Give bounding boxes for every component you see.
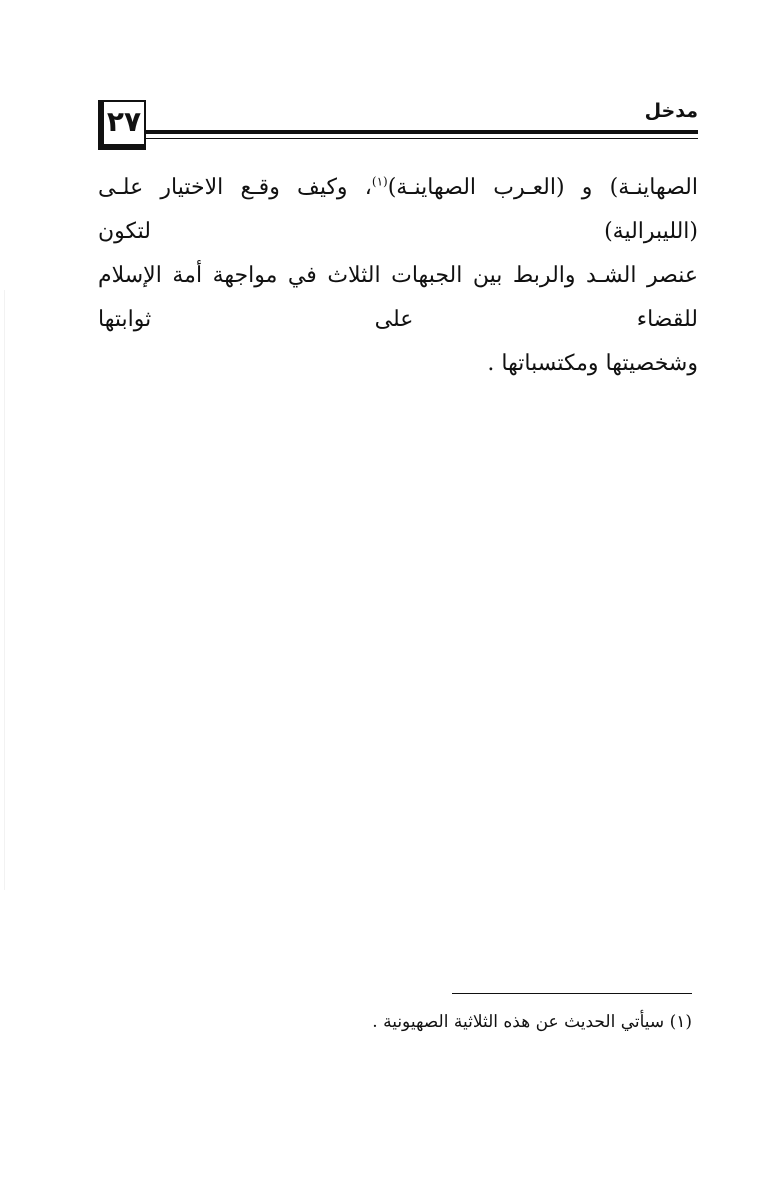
body-line-1 [98, 166, 698, 254]
page-number: ٢٧ [106, 105, 142, 138]
body-paragraph [98, 166, 698, 386]
header-rule-thick [146, 130, 698, 134]
body-line-2: عنصر الشـد والربط بين الجبهات الثلاث في مواجهة أمة الإسلام للقضاء على ثوابتها [98, 263, 698, 332]
footnote-reference: (١) [371, 174, 388, 189]
footnote: (١) سيأتي الحديث عن هذه الثلاثية الصهيونية . [372, 1012, 692, 1032]
section-title: مدخل [644, 100, 698, 122]
page-number-box [98, 100, 146, 150]
page-edge-shadow [4, 290, 5, 890]
body-line-3: وشخصيتها ومكتسباتها . [487, 351, 698, 376]
footnote-separator [452, 993, 692, 994]
header-rule-thin [146, 138, 698, 139]
body-line-1-end: ، وكيف وقـع الاختيار علـى (الليبرالية) لتكون [98, 175, 698, 244]
page-header [98, 100, 698, 160]
body-line-1-start: الصهاينـة) و (العـرب الصهاينـة) [387, 175, 698, 200]
